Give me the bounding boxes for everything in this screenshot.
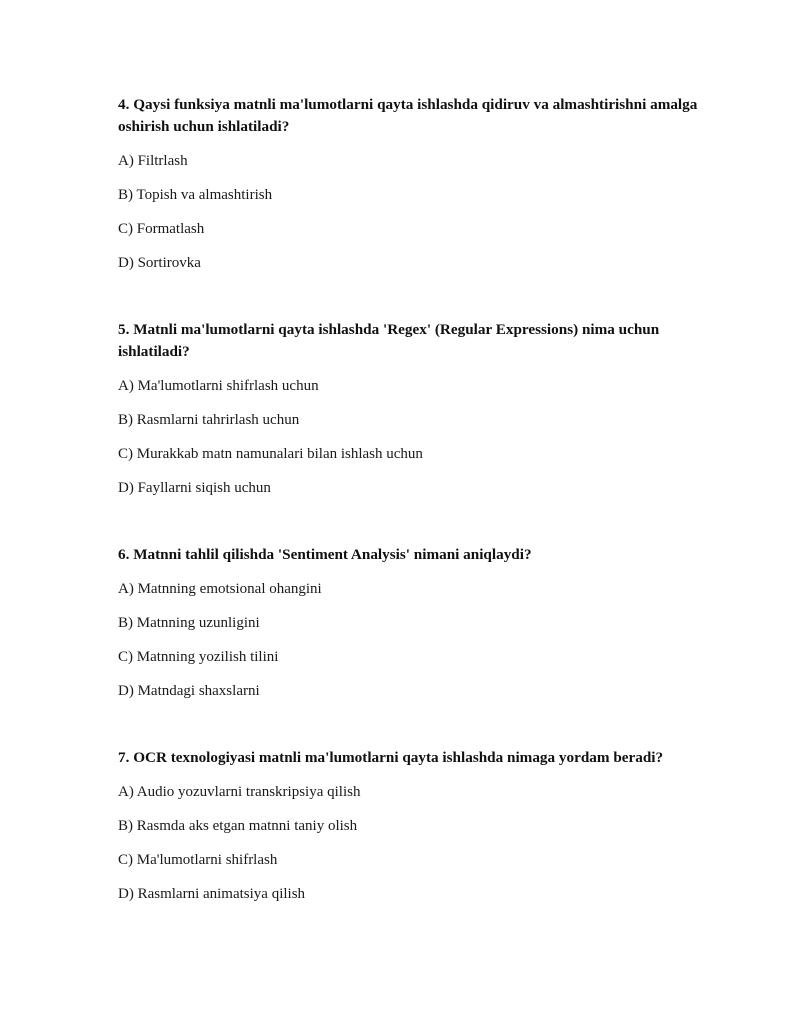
answer-option-b: B) Rasmlarni tahrirlash uchun — [118, 412, 300, 428]
question-7 — [118, 747, 718, 905]
answer-option-d: D) Sortirovka — [118, 255, 201, 271]
answer-option-b: B) Matnning uzunligini — [118, 615, 260, 631]
answer-option-a: A) Filtrlash — [118, 153, 188, 169]
answer-option-a: A) Ma'lumotlarni shifrlash uchun — [118, 378, 319, 394]
answer-option-c: C) Formatlash — [118, 221, 205, 237]
question-title: 5. Matnli ma'lumotlarni qayta ishlashda 'Regex' (Regular Expressions) nima uchun ishlatiladi? — [118, 321, 660, 360]
question-title: 6. Matnni tahlil qilishda 'Sentiment Analysis' nimani aniqlaydi? — [118, 546, 532, 563]
question-4 — [118, 94, 718, 274]
answer-option-b: B) Rasmda aks etgan matnni taniy olish — [118, 818, 358, 834]
answer-option-a: A) Audio yozuvlarni transkripsiya qilish — [118, 784, 361, 800]
question-title: 4. Qaysi funksiya matnli ma'lumotlarni qayta ishlashda qidiruv va almashtirishni amalga oshirish uchun ishlatiladi? — [118, 96, 698, 135]
question-5 — [118, 319, 718, 499]
answer-option-d: D) Fayllarni siqish uchun — [118, 480, 271, 496]
answer-option-b: B) Topish va almashtirish — [118, 187, 273, 203]
answer-option-a: A) Matnning emotsional ohangini — [118, 581, 322, 597]
answer-option-d: D) Rasmlarni animatsiya qilish — [118, 886, 306, 902]
question-title: 7. OCR texnologiyasi matnli ma'lumotlarni qayta ishlashda nimaga yordam beradi? — [118, 749, 664, 766]
answer-option-c: C) Murakkab matn namunalari bilan ishlash uchun — [118, 446, 423, 462]
answer-option-c: C) Ma'lumotlarni shifrlash — [118, 852, 278, 868]
answer-option-c: C) Matnning yozilish tilini — [118, 649, 279, 665]
question-6 — [118, 544, 718, 702]
document-page — [118, 94, 718, 950]
answer-option-d: D) Matndagi shaxslarni — [118, 683, 260, 699]
